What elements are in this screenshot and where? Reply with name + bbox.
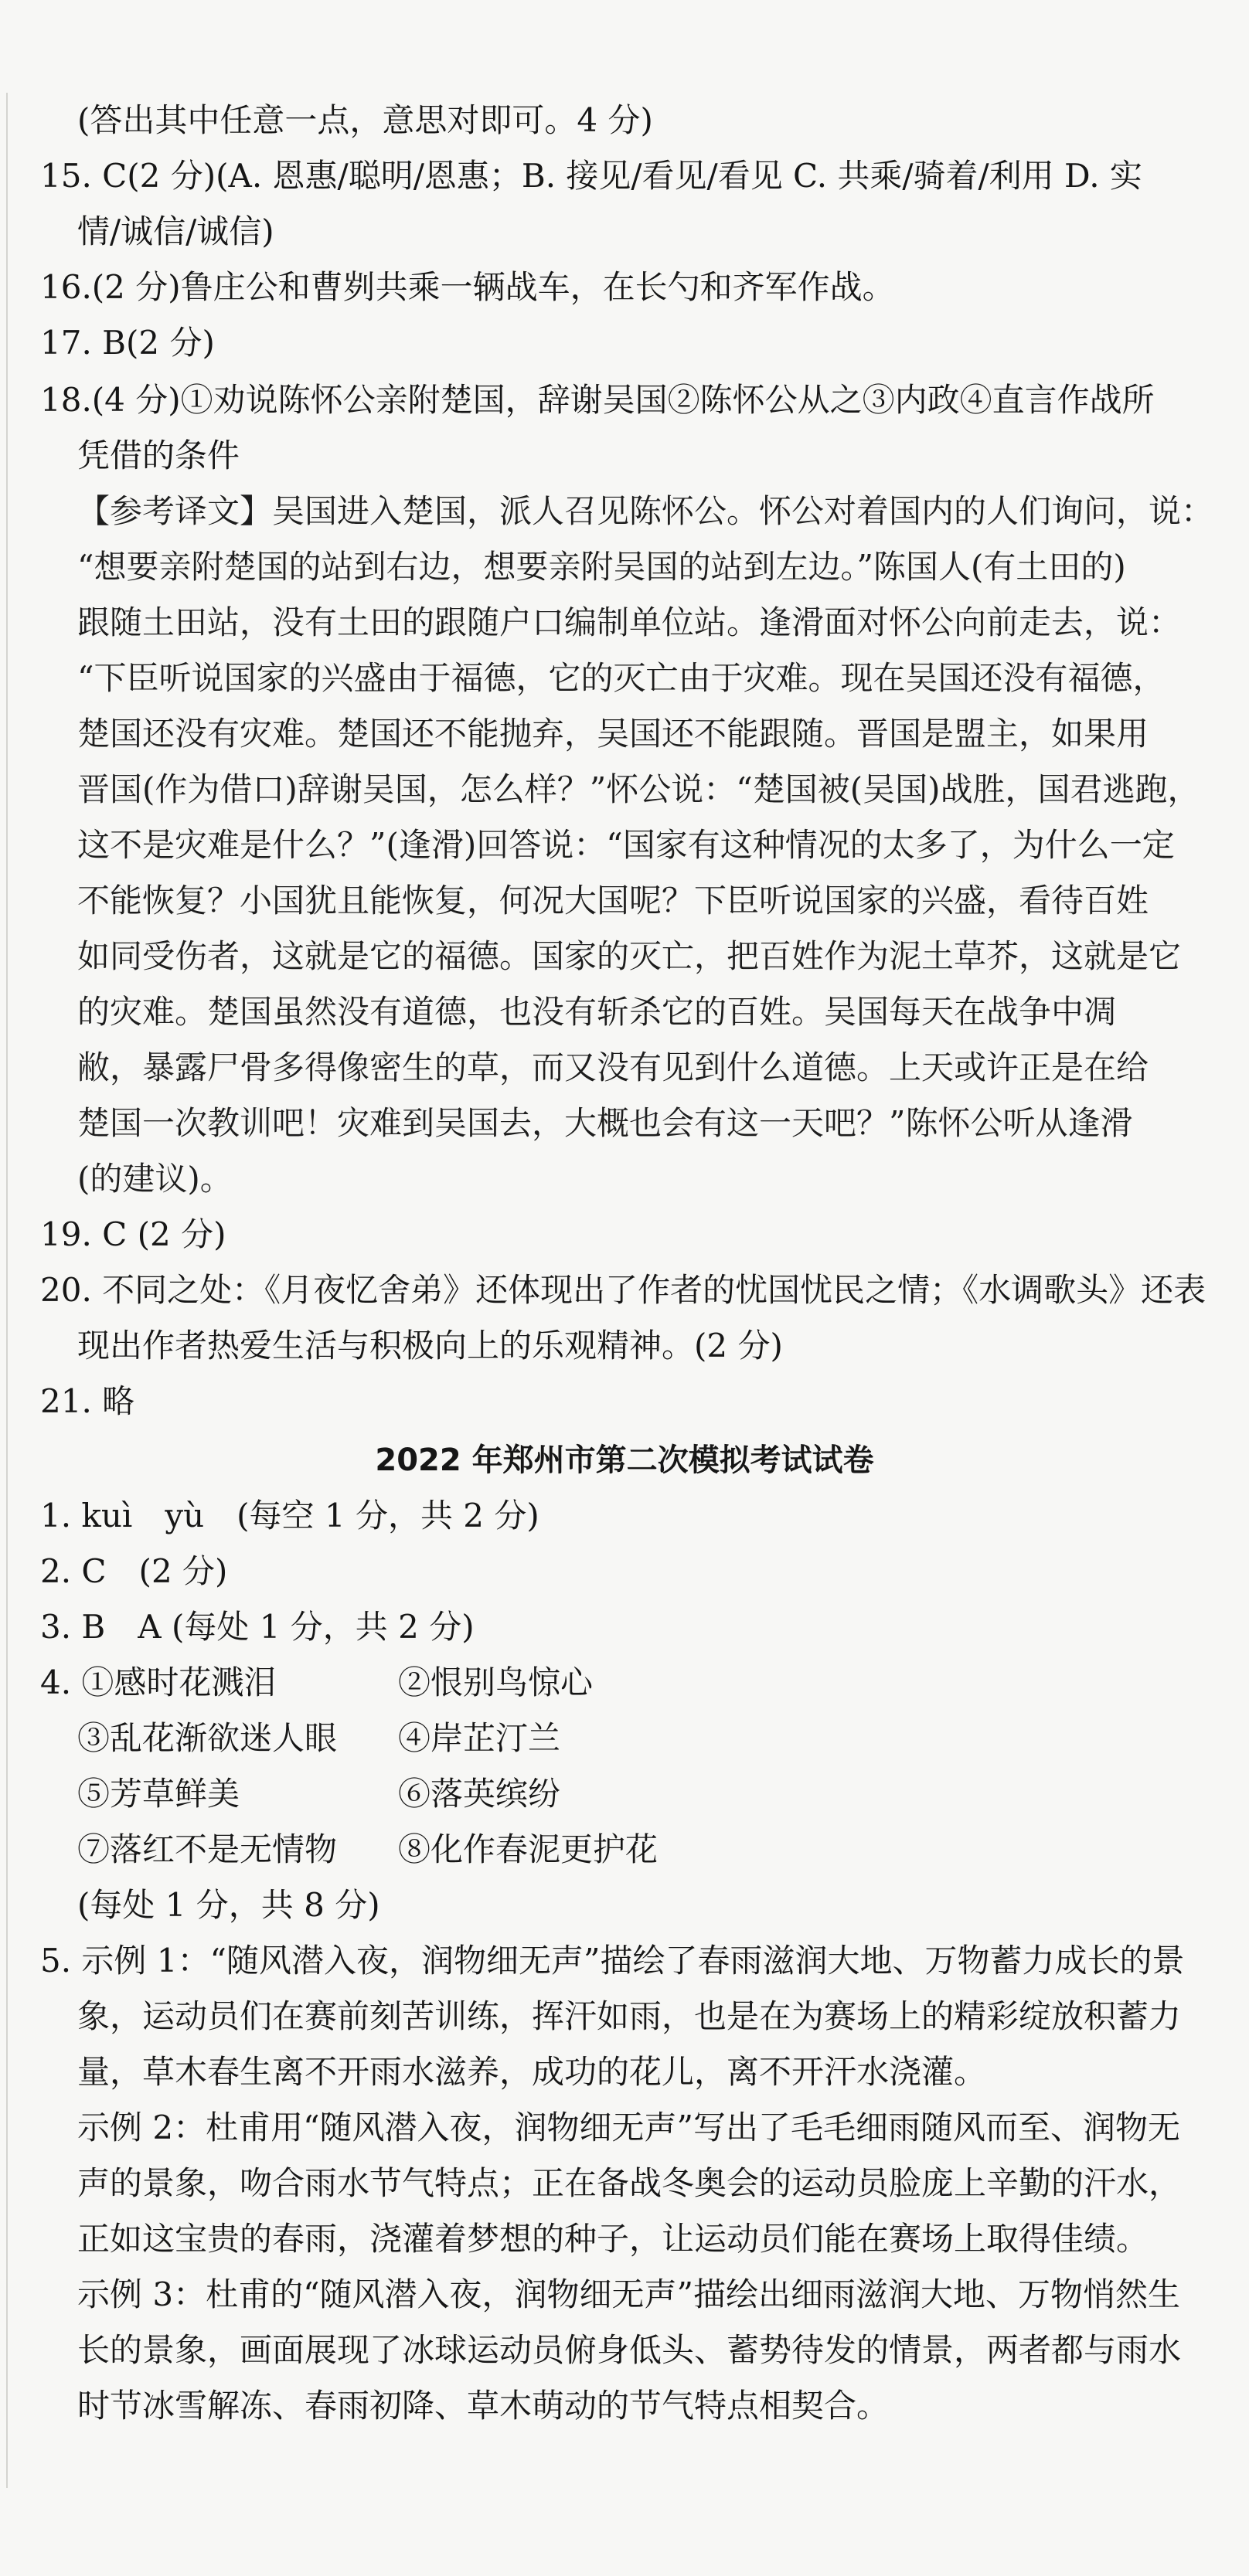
answer-16: 16.(2 分)鲁庄公和曹刿共乘一辆战车，在长勺和齐军作战。 bbox=[40, 268, 895, 306]
answer-note-line: (答出其中任意一点，意思对即可。4 分) bbox=[77, 101, 653, 139]
answer-20: 20. 不同之处：《月夜忆舍弟》还体现出了作者的忧国忧民之情；《水调歌头》还表 bbox=[40, 1271, 1206, 1309]
answer-5-line: 时节冰雪解冻、春雨初降、草木萌动的节气特点相契合。 bbox=[77, 2387, 890, 2425]
translation-line: (的建议)。 bbox=[77, 1160, 233, 1198]
answer-5-line: 声的景象，吻合雨水节气特点；正在备战冬奥会的运动员脸庞上辛勤的汗水， bbox=[77, 2164, 1182, 2202]
translation-line: 如同受伤者，这就是它的福德。国家的灭亡，把百姓作为泥土草芥，这就是它 bbox=[77, 937, 1182, 975]
answer-4-item: ⑦落红不是无情物 bbox=[77, 1830, 338, 1868]
translation-line: 不能恢复？小国犹且能恢复，何况大国呢？下臣听说国家的兴盛，看待百姓 bbox=[77, 882, 1149, 919]
translation-line: 楚国还没有灾难。楚国还不能抛弃，吴国还不能跟随。晋国是盟主，如果用 bbox=[77, 715, 1149, 753]
answer-18-cont: 凭借的条件 bbox=[77, 437, 240, 474]
translation-line: 这不是灾难是什么？”(逢滑)回答说：“国家有这种情况的太多了，为什么一定 bbox=[77, 826, 1175, 864]
answer-4-score: (每处 1 分，共 8 分) bbox=[77, 1886, 380, 1924]
answer-5-line: 象，运动员们在赛前刻苦训练，挥汗如雨，也是在为赛场上的精彩绽放积蓄力 bbox=[77, 1997, 1182, 2035]
translation-line: 晋国(作为借口)辞谢吴国，怎么样？”怀公说：“楚国被(吴国)战胜，国君逃跑， bbox=[77, 770, 1200, 808]
answer-2: 2. C (2 分) bbox=[40, 1552, 228, 1590]
answer-4-item: ③乱花渐欲迷人眼 bbox=[77, 1719, 338, 1757]
answer-5-line: 正如这宝贵的春雨，浇灌着梦想的种子，让运动员们能在赛场上取得佳绩。 bbox=[77, 2220, 1149, 2258]
answer-5-line: 示例 2：杜甫用“随风潜入夜，润物细无声”写出了毛毛细雨随风而至、润物无 bbox=[77, 2109, 1181, 2146]
answer-3: 3. B A (每处 1 分，共 2 分) bbox=[40, 1608, 475, 1646]
answer-4-item: ⑤芳草鲜美 bbox=[77, 1775, 240, 1813]
answer-21: 21. 略 bbox=[40, 1382, 135, 1420]
translation-line: 楚国一次教训吧！灾难到吴国去，大概也会有这一天吧？”陈怀公听从逢滑 bbox=[77, 1104, 1133, 1142]
answer-4-item: 4. ①感时花溅泪 bbox=[40, 1664, 277, 1701]
translation-line: 敝，暴露尸骨多得像密生的草，而又没有见到什么道德。上天或许正是在给 bbox=[77, 1048, 1149, 1086]
answer-19: 19. C (2 分) bbox=[40, 1215, 226, 1253]
answer-18: 18.(4 分)①劝说陈怀公亲附楚国，辞谢吴国②陈怀公从之③内政④直言作战所 bbox=[40, 381, 1155, 419]
translation-line: 的灾难。楚国虽然没有道德，也没有斩杀它的百姓。吴国每天在战争中凋 bbox=[77, 993, 1117, 1031]
answer-5-line: 量，草木春生离不开雨水滋养，成功的花儿，离不开汗水浇灌。 bbox=[77, 2053, 987, 2091]
answer-15-cont: 情/诚信/诚信) bbox=[77, 212, 274, 250]
answer-4-item: ⑥落英缤纷 bbox=[398, 1775, 561, 1813]
translation-line: 【参考译文】吴国进入楚国，派人召见陈怀公。怀公对着国内的人们询问，说： bbox=[77, 492, 1214, 530]
translation-line: 跟随土田站，没有土田的跟随户口编制单位站。逢滑面对怀公向前走去，说： bbox=[77, 603, 1182, 641]
answer-15: 15. C(2 分)(A. 恩惠/聪明/恩惠；B. 接见/看见/看见 C. 共乘/骑着/利用 D. 实 bbox=[40, 157, 1142, 195]
translation-line: “下臣听说国家的兴盛由于福德，它的灭亡由于灾难。现在吴国还没有福德， bbox=[77, 659, 1166, 697]
answer-1: 1. kuì yù (每空 1 分，共 2 分) bbox=[40, 1497, 539, 1534]
answer-5-line: 长的景象，画面展现了冰球运动员俯身低头、蓄势待发的情景，两者都与雨水 bbox=[77, 2331, 1182, 2369]
answer-5-line: 示例 3：杜甫的“随风潜入夜，润物细无声”描绘出细雨滋润大地、万物悄然生 bbox=[77, 2275, 1181, 2313]
answer-5: 5. 示例 1：“随风潜入夜，润物细无声”描绘了春雨滋润大地、万物蓄力成长的景 bbox=[40, 1942, 1185, 1980]
answer-20-cont: 现出作者热爱生活与积极向上的乐观精神。(2 分) bbox=[77, 1327, 783, 1364]
answer-17: 17. B(2 分) bbox=[40, 324, 215, 362]
translation-line: “想要亲附楚国的站到右边，想要亲附吴国的站到左边。”陈国人(有土田的) bbox=[77, 548, 1126, 586]
page-edge-divider bbox=[6, 93, 8, 2488]
answer-4-item: ⑧化作春泥更护花 bbox=[398, 1830, 659, 1868]
answer-4-item: ②恨别鸟惊心 bbox=[398, 1664, 594, 1701]
section-title: 2022 年郑州市第二次模拟考试试卷 bbox=[375, 1443, 874, 1478]
answer-4-item: ④岸芷汀兰 bbox=[398, 1719, 561, 1757]
